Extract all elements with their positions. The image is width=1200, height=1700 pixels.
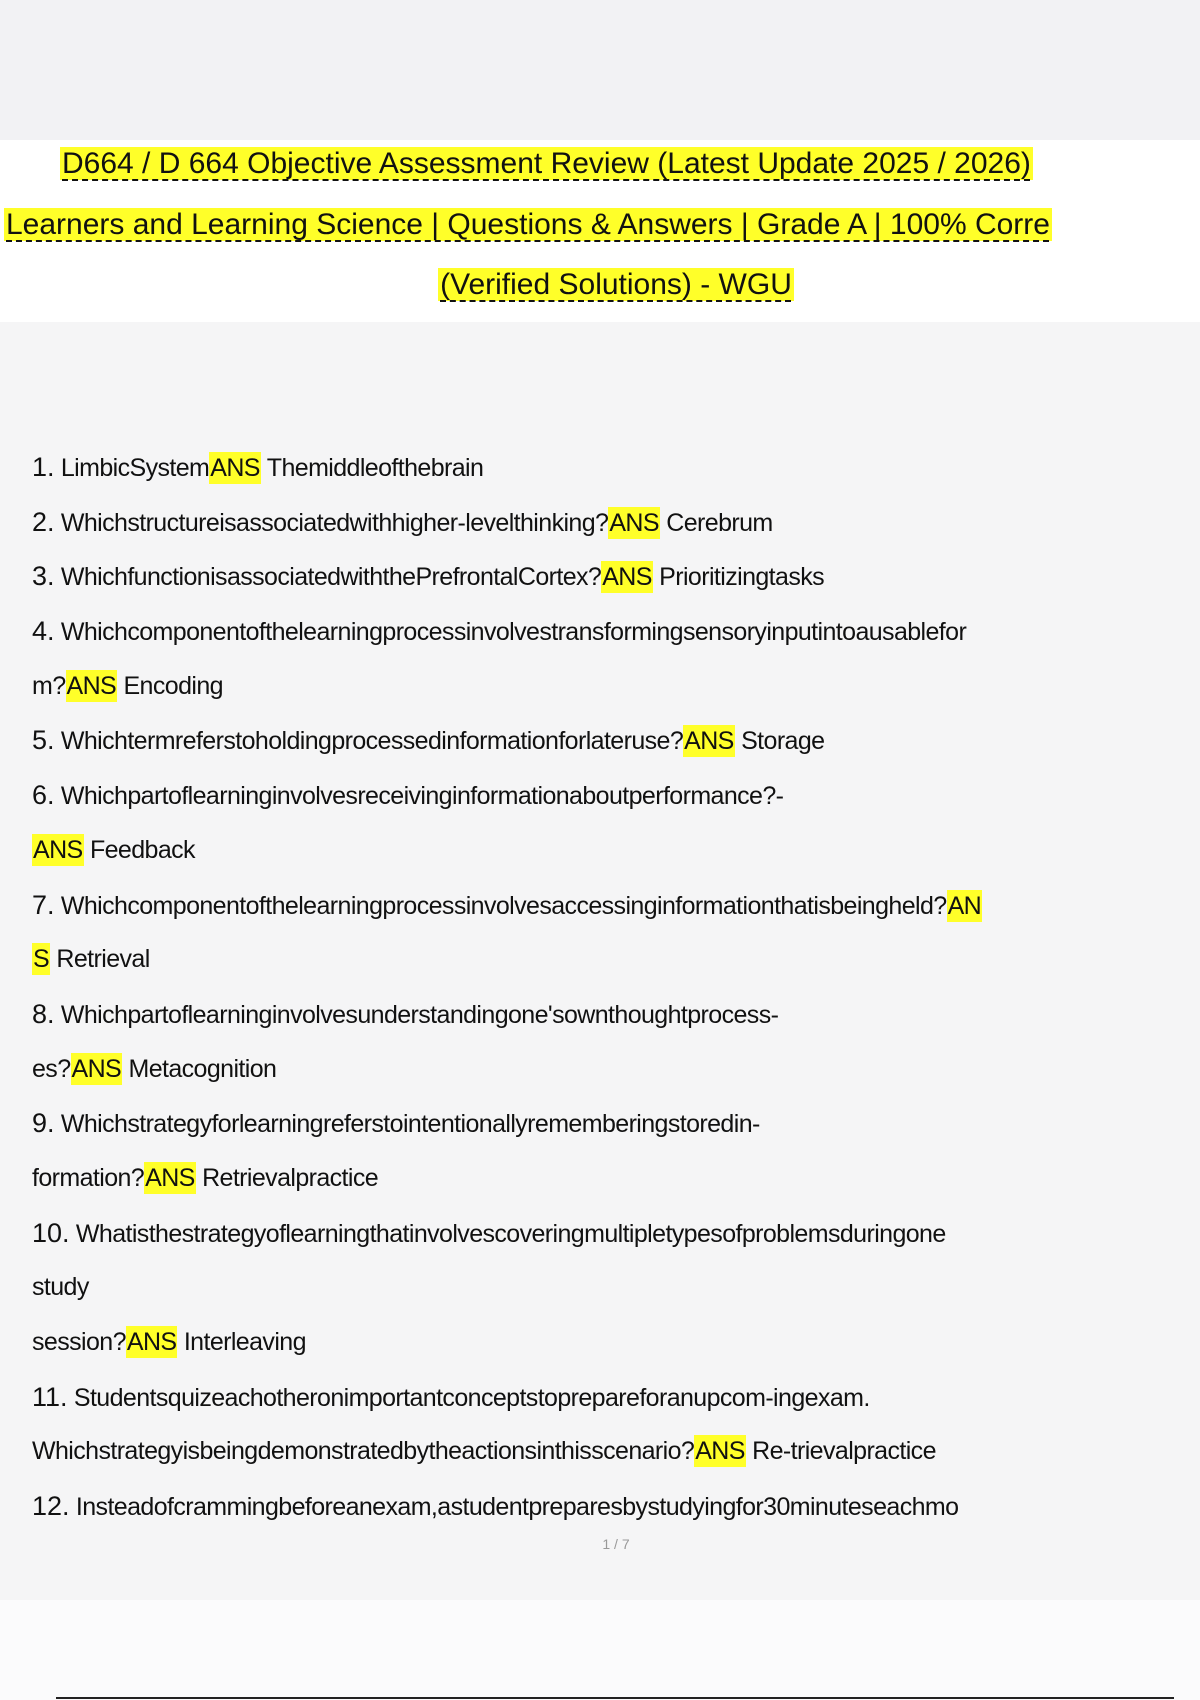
qa-line	[32, 1424, 1192, 1479]
question-number: 8.	[32, 998, 55, 1029]
top-margin	[0, 0, 1200, 140]
question-number: 3.	[32, 561, 55, 592]
title-line-1	[60, 142, 1033, 186]
qa-line	[32, 495, 1192, 550]
title-line-2	[4, 203, 1052, 247]
ans-marker: ANS	[210, 454, 260, 482]
question-text: WhichfunctionisassociatedwiththePrefrontalCortex?	[54, 563, 602, 592]
next-page-area	[0, 1600, 1200, 1700]
question-number: 9.	[32, 1108, 55, 1139]
question-text: Studentsquizeachotheronimportantconceptstoprepareforanupcom-ingexam.	[67, 1383, 870, 1412]
title-text-2: Learners and Learning Science | Questions & Answers | Grade A | 100% Corre	[6, 208, 1050, 241]
answer-text: Metacognition	[122, 1054, 277, 1083]
question-number: 6.	[32, 780, 55, 811]
answer-text: Retrievalpractice	[195, 1163, 379, 1192]
ans-marker: ANS	[33, 835, 83, 864]
answer-text: Themiddleofthebrain	[260, 454, 484, 482]
qa-line	[32, 1151, 1192, 1206]
qa-line	[32, 1206, 1192, 1261]
question-text: es?	[32, 1054, 71, 1083]
question-text: m?	[32, 671, 66, 700]
answer-text: Re-trievalpractice	[745, 1437, 936, 1466]
title-line-3	[0, 263, 1200, 307]
qa-line	[32, 1096, 1192, 1151]
ans-marker: S	[33, 945, 50, 974]
question-number: 4.	[32, 616, 55, 647]
qa-line	[32, 1370, 1192, 1425]
question-text: Whichcomponentofthelearningprocessinvolvesaccessinginformationthatisbeingheld?	[54, 891, 947, 920]
answer-text: Interleaving	[177, 1328, 306, 1356]
qa-line	[32, 987, 1192, 1042]
content-area	[0, 322, 1200, 1600]
question-text: formation?	[32, 1163, 145, 1192]
question-number: 11.	[32, 1381, 68, 1412]
question-number: 7.	[32, 889, 55, 920]
question-text: Whichtermreferstoholdingprocessedinformationforlateruse?	[54, 727, 684, 756]
qa-line	[32, 932, 1192, 987]
qa-line	[32, 659, 1192, 714]
answer-text: Encoding	[117, 671, 223, 700]
question-text: Whichstrategyisbeingdemonstratedbytheactionsinthisscenario?	[32, 1437, 695, 1466]
question-text: LimbicSystem	[54, 454, 210, 482]
qa-list	[32, 440, 1192, 1534]
ans-marker: ANS	[609, 508, 659, 537]
qa-line	[32, 1315, 1192, 1370]
answer-text: Retrieval	[50, 945, 150, 974]
question-text: Whatisthestrategyoflearningthatinvolvescoveringmultipletypesofproblemsduringone	[69, 1219, 946, 1248]
question-text: Whichpartoflearninginvolvesunderstandingone'sownthoughtprocess-	[54, 1000, 779, 1029]
question-number: 10.	[32, 1217, 70, 1248]
answer-text: Prioritizingtasks	[652, 563, 825, 592]
qa-line	[32, 1042, 1192, 1097]
ans-marker: ANS	[126, 1328, 177, 1356]
ans-marker: ANS	[695, 1437, 745, 1466]
question-text: Whichstrategyforlearningreferstointentionallyrememberingstoredin-	[54, 1110, 760, 1139]
question-text: Whichstructureisassociatedwithhigher-levelthinking?	[54, 508, 609, 537]
answer-text: Storage	[734, 727, 825, 756]
answer-text: Cerebrum	[659, 508, 773, 537]
qa-line	[32, 604, 1192, 659]
page-divider	[56, 1697, 1174, 1699]
title-text-1: D664 / D 664 Objective Assessment Review (Latest Update 2025 / 2026)	[62, 147, 1031, 180]
question-text: Insteadofcrammingbeforeanexam,astudentpreparesbystudyingfor30minuteseachmo	[69, 1493, 959, 1522]
ans-marker: ANS	[145, 1163, 195, 1192]
question-text: session?	[32, 1328, 126, 1356]
qa-line	[32, 1479, 1192, 1534]
page-number: 1 / 7	[602, 1536, 630, 1552]
ans-marker: ANS	[684, 727, 734, 756]
ans-marker: ANS	[602, 563, 652, 592]
question-text: Whichcomponentofthelearningprocessinvolvestransformingsensoryinputintoausablefor	[54, 618, 967, 647]
qa-line	[32, 878, 1192, 933]
ans-marker: AN	[947, 891, 982, 920]
title-text-3: (Verified Solutions) - WGU	[440, 268, 792, 301]
ans-marker: ANS	[66, 671, 117, 700]
question-number: 2.	[32, 506, 55, 537]
qa-line	[32, 768, 1192, 823]
question-text: Whichpartoflearninginvolvesreceivinginformationaboutperformance?-	[54, 782, 784, 811]
question-number: 5.	[32, 725, 55, 756]
question-number: 1.	[32, 452, 55, 482]
qa-line	[32, 549, 1192, 604]
question-text: study	[32, 1273, 89, 1302]
ans-marker: ANS	[71, 1054, 122, 1083]
question-number: 12.	[32, 1491, 70, 1522]
title-block	[0, 140, 1200, 322]
qa-line	[32, 440, 1192, 495]
qa-line	[32, 1260, 1192, 1315]
qa-line	[32, 713, 1192, 768]
qa-line	[32, 823, 1192, 878]
answer-text: Feedback	[83, 835, 195, 864]
